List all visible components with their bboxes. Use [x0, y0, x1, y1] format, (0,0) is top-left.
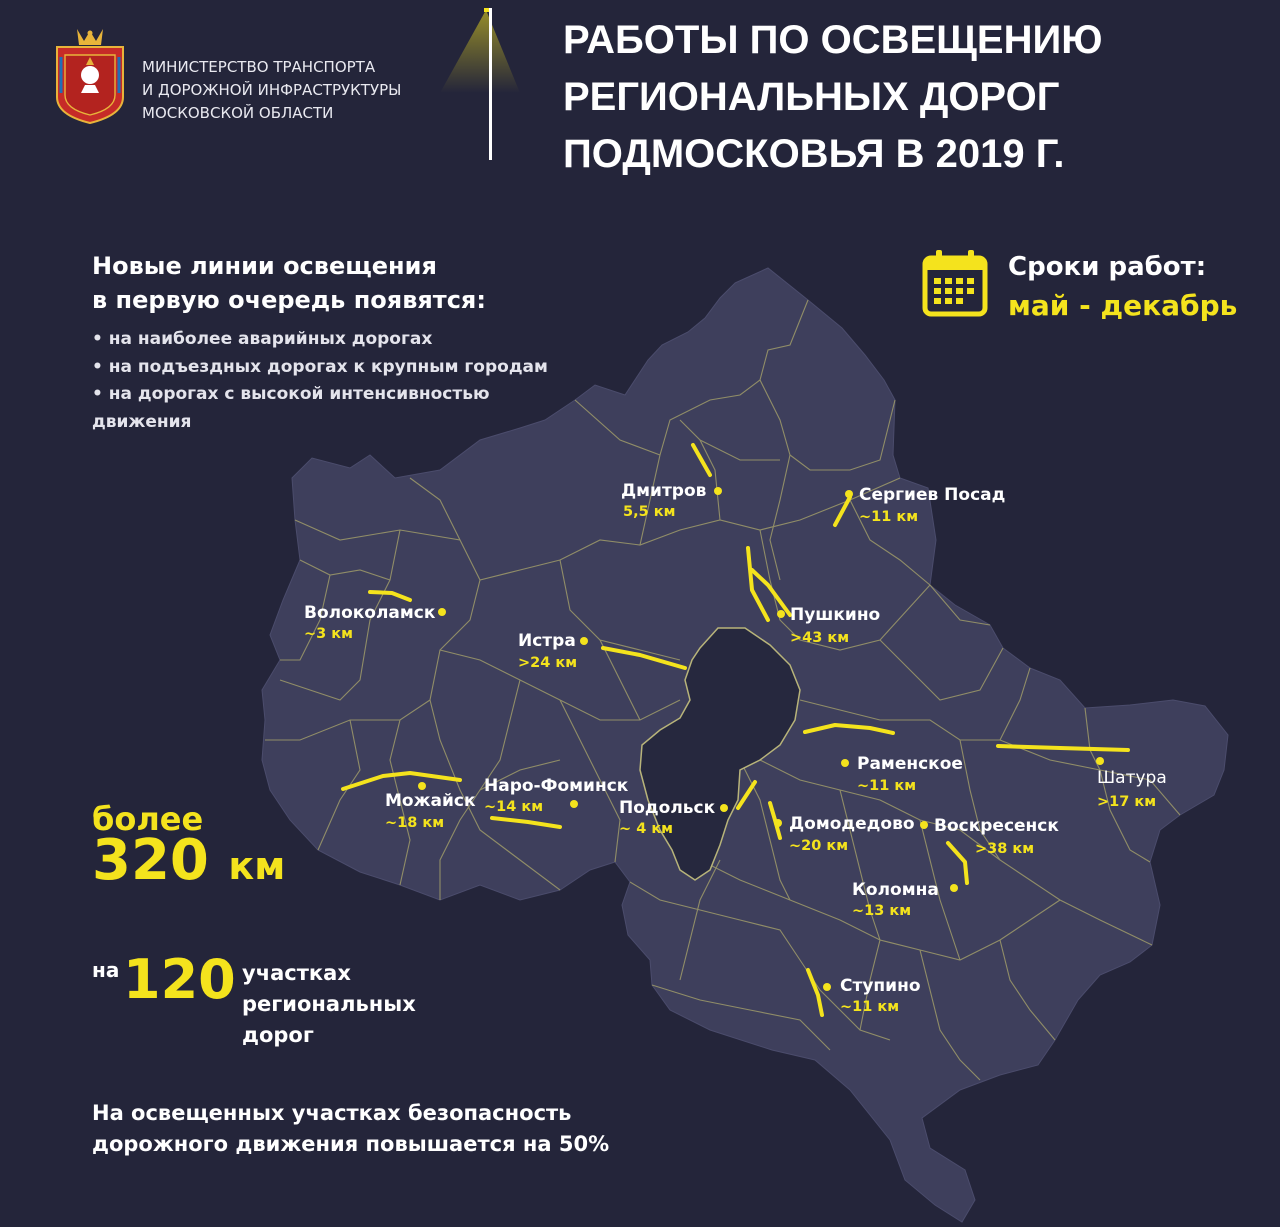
sections-prefix: на: [92, 958, 120, 982]
sections-line: региональных: [242, 992, 416, 1016]
city-km: >43 км: [790, 630, 850, 646]
city-name: Можайск: [385, 791, 476, 811]
intro-heading-line: в первую очередь появятся:: [92, 286, 486, 314]
sections-count: 120: [123, 948, 236, 1011]
more-label: более: [92, 800, 204, 838]
ministry-line: МИНИСТЕРСТВО ТРАНСПОРТА: [142, 58, 376, 76]
city-km: 5,5 км: [623, 504, 676, 520]
city-km: ~3 км: [304, 626, 353, 642]
title-line: ПОДМОСКОВЬЯ В 2019 Г.: [563, 132, 1065, 176]
total-km-value: 320: [92, 828, 209, 893]
city-name: Коломна: [852, 880, 939, 900]
city-dot-pushkino: [777, 610, 785, 618]
ministry-name: [142, 56, 401, 125]
city-km: >24 км: [518, 655, 578, 671]
city-km: ~11 км: [859, 509, 919, 525]
city-name: Сергиев Посад: [859, 485, 1006, 505]
city-km: >17 км: [1097, 794, 1157, 810]
safety-line: На освещенных участках безопасность: [92, 1101, 572, 1125]
city-dot-kolomna: [950, 884, 958, 892]
city-km: ~14 км: [484, 799, 544, 815]
schedule-label: Сроки работ:: [1008, 252, 1207, 282]
page-title: [563, 12, 1103, 183]
safety-line: дорожного движения повышается на 50%: [92, 1132, 610, 1156]
calendar-icon: [920, 248, 990, 318]
city-name: Ступино: [840, 976, 921, 996]
city-km: ~18 км: [385, 815, 445, 831]
street-light-glow: [440, 8, 520, 118]
city-km: >38 км: [975, 841, 1035, 857]
bullet-item: • на дорогах с высокой интенсивностью: [92, 384, 490, 404]
city-dot-podolsk: [720, 804, 728, 812]
header-divider: [489, 8, 492, 160]
city-dot-stupino: [823, 983, 831, 991]
city-name: Дмитров: [621, 481, 707, 501]
city-name: Домодедово: [789, 814, 915, 834]
sections-line: дорог: [242, 1023, 314, 1047]
title-line: РЕГИОНАЛЬНЫХ ДОРОГ: [563, 75, 1060, 119]
city-name: Волоколамск: [304, 603, 436, 623]
city-km: ~ 4 км: [619, 821, 674, 837]
city-dot-volokolamsk: [438, 608, 446, 616]
city-km: ~11 км: [840, 999, 900, 1015]
bullet-item: движения: [92, 411, 192, 432]
city-name: Раменское: [857, 754, 963, 774]
city-name: Пушкино: [790, 605, 881, 625]
total-km: [92, 828, 285, 893]
city-dot-mozhaysk: [418, 782, 426, 790]
city-dot-naro-fominsk: [570, 800, 578, 808]
intro-heading: [92, 249, 486, 317]
city-name: Шатура: [1097, 768, 1167, 788]
bullet-item: • на наиболее аварийных дорогах: [92, 329, 433, 349]
city-dot-domodedovo: [774, 819, 782, 827]
bullet-item: • на подъездных дорогах к крупным городам: [92, 356, 548, 377]
total-km-unit: км: [228, 844, 286, 888]
schedule-value: май - декабрь: [1008, 289, 1238, 322]
title-line: РАБОТЫ ПО ОСВЕЩЕНИЮ: [563, 18, 1103, 62]
city-km: ~20 км: [789, 838, 849, 854]
city-dot-shatura: [1096, 757, 1104, 765]
city-dot-ramenskoe: [841, 759, 849, 767]
city-name: Истра: [518, 631, 576, 651]
city-name: Воскресенск: [934, 816, 1059, 836]
intro-heading-line: Новые линии освещения: [92, 252, 437, 280]
city-dot-istra: [580, 637, 588, 645]
city-name: Подольск: [619, 798, 716, 818]
ministry-line: МОСКОВСКОЙ ОБЛАСТИ: [142, 104, 334, 122]
ministry-line: И ДОРОЖНОЙ ИНФРАСТРУКТУРЫ: [142, 81, 402, 99]
safety-note: [92, 1098, 609, 1160]
sections-line: участках: [242, 961, 351, 985]
city-km: ~11 км: [857, 778, 917, 794]
sections-text: [242, 958, 416, 1051]
city-km: ~13 км: [852, 903, 912, 919]
city-name: Наро-Фоминск: [484, 776, 629, 796]
coat-of-arms-icon: [53, 27, 127, 125]
city-dot-dmitrov: [714, 487, 722, 495]
intro-bullets: [92, 326, 548, 436]
city-dot-voskresensk: [920, 821, 928, 829]
city-dot-sergiev-posad: [845, 490, 853, 498]
